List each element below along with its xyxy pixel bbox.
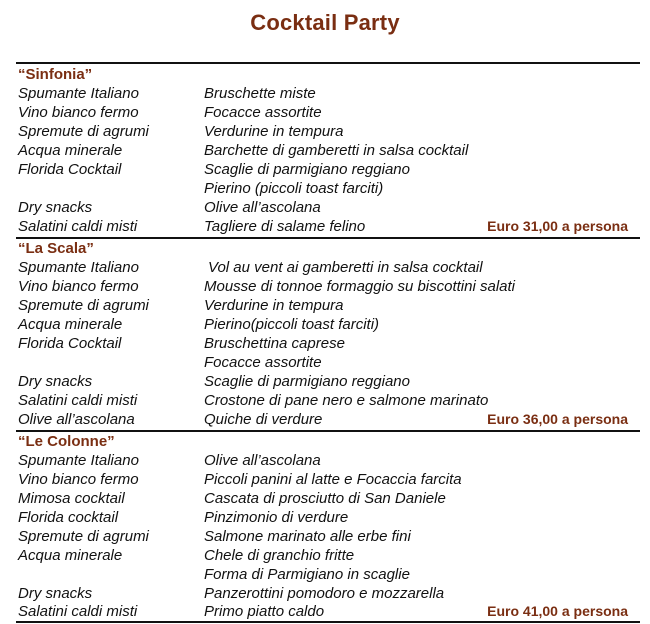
menu-row: [0, 122, 650, 141]
menu-row: [0, 451, 650, 470]
food-item: Pierino (piccoli toast farciti): [204, 180, 384, 197]
section-name: “Sinfonia”: [18, 66, 93, 83]
bottom-rule: [16, 621, 640, 623]
food-item: Bruschettina caprese: [204, 335, 345, 352]
food-item: Verdurine in tempura: [204, 123, 344, 140]
food-item: Piccoli panini al latte e Focaccia farcita: [204, 471, 462, 488]
food-item: Focacce assortite: [204, 104, 322, 121]
menu-row: [0, 141, 650, 160]
menu-row: [0, 334, 650, 353]
menu-row: [0, 391, 650, 410]
price-label: Euro 31,00 a persona: [487, 218, 628, 234]
menu-row: [0, 527, 650, 546]
food-item: Olive all’ascolana: [204, 199, 321, 216]
drink-item: Dry snacks: [18, 199, 93, 216]
food-item: Crostone di pane nero e salmone marinato: [204, 392, 489, 409]
food-item: Pinzimonio di verdure: [204, 509, 349, 526]
food-item: Primo piatto caldo: [204, 603, 325, 620]
menu-row: [0, 217, 650, 236]
section-name: “Le Colonne”: [18, 433, 115, 450]
food-item: Mousse di tonnoe formaggio su biscottini salati: [204, 278, 516, 295]
food-item: Olive all’ascolana: [204, 452, 321, 469]
menu-row: [0, 410, 650, 429]
food-item: Verdurine in tempura: [204, 297, 344, 314]
section-top-rule: [16, 237, 640, 239]
food-item: Tagliere di salame felino: [204, 218, 366, 235]
food-item: Focacce assortite: [204, 354, 322, 371]
drink-item: Spumante Italiano: [18, 452, 139, 469]
drink-item: Acqua minerale: [18, 142, 123, 159]
menu-row: [0, 584, 650, 603]
menu-row: [0, 353, 650, 372]
drink-item: Florida Cocktail: [18, 335, 122, 352]
drink-item: Salatini caldi misti: [18, 392, 138, 409]
food-item: Scaglie di parmigiano reggiano: [204, 161, 410, 178]
drink-item: Salatini caldi misti: [18, 603, 138, 620]
drink-item: Spremute di agrumi: [18, 123, 149, 140]
menu-row: [0, 470, 650, 489]
drink-item: Mimosa cocktail: [18, 490, 125, 507]
menu-row: [0, 258, 650, 277]
drink-item: Dry snacks: [18, 585, 93, 602]
section-top-rule: [16, 62, 640, 64]
menu-row: [0, 602, 650, 621]
menu-row: [0, 84, 650, 103]
menu-row: [0, 508, 650, 527]
drink-item: Salatini caldi misti: [18, 218, 138, 235]
drink-item: Florida cocktail: [18, 509, 119, 526]
drink-item: Olive all’ascolana: [18, 411, 135, 428]
menu-row: [0, 489, 650, 508]
drink-item: Vino bianco fermo: [18, 278, 139, 295]
drink-item: Acqua minerale: [18, 547, 123, 564]
food-item: Bruschette miste: [204, 85, 316, 102]
menu-row: [0, 160, 650, 179]
drink-item: Vino bianco fermo: [18, 104, 139, 121]
menu-row: [0, 277, 650, 296]
page-title: Cocktail Party: [250, 10, 400, 35]
price-label: Euro 41,00 a persona: [487, 603, 628, 619]
food-item: Salmone marinato alle erbe fini: [204, 528, 411, 545]
food-item: Panzerottini pomodoro e mozzarella: [204, 585, 445, 602]
menu-row: [0, 546, 650, 565]
food-item: Vol au vent ai gamberetti in salsa cocktail: [208, 259, 483, 276]
price-label: Euro 36,00 a persona: [487, 411, 628, 427]
section-name: “La Scala”: [18, 240, 94, 257]
menu-row: [0, 372, 650, 391]
menu-row: [0, 198, 650, 217]
food-item: Quiche di verdure: [204, 411, 323, 428]
menu-row: [0, 296, 650, 315]
drink-item: Dry snacks: [18, 373, 93, 390]
menu-row: [0, 179, 650, 198]
food-item: Pierino(piccoli toast farciti): [204, 316, 380, 333]
food-item: Forma di Parmigiano in scaglie: [204, 566, 410, 583]
food-item: Cascata di prosciutto di San Daniele: [204, 490, 446, 507]
menu-row: [0, 315, 650, 334]
menu-row: [0, 103, 650, 122]
food-item: Scaglie di parmigiano reggiano: [204, 373, 410, 390]
drink-item: Acqua minerale: [18, 316, 123, 333]
food-item: Chele di granchio fritte: [204, 547, 355, 564]
drink-item: Vino bianco fermo: [18, 471, 139, 488]
drink-item: Spremute di agrumi: [18, 528, 149, 545]
drink-item: Florida Cocktail: [18, 161, 122, 178]
food-item: Barchette di gamberetti in salsa cocktail: [204, 142, 469, 159]
menu-row: [0, 565, 650, 584]
drink-item: Spumante Italiano: [18, 259, 139, 276]
drink-item: Spumante Italiano: [18, 85, 139, 102]
drink-item: Spremute di agrumi: [18, 297, 149, 314]
